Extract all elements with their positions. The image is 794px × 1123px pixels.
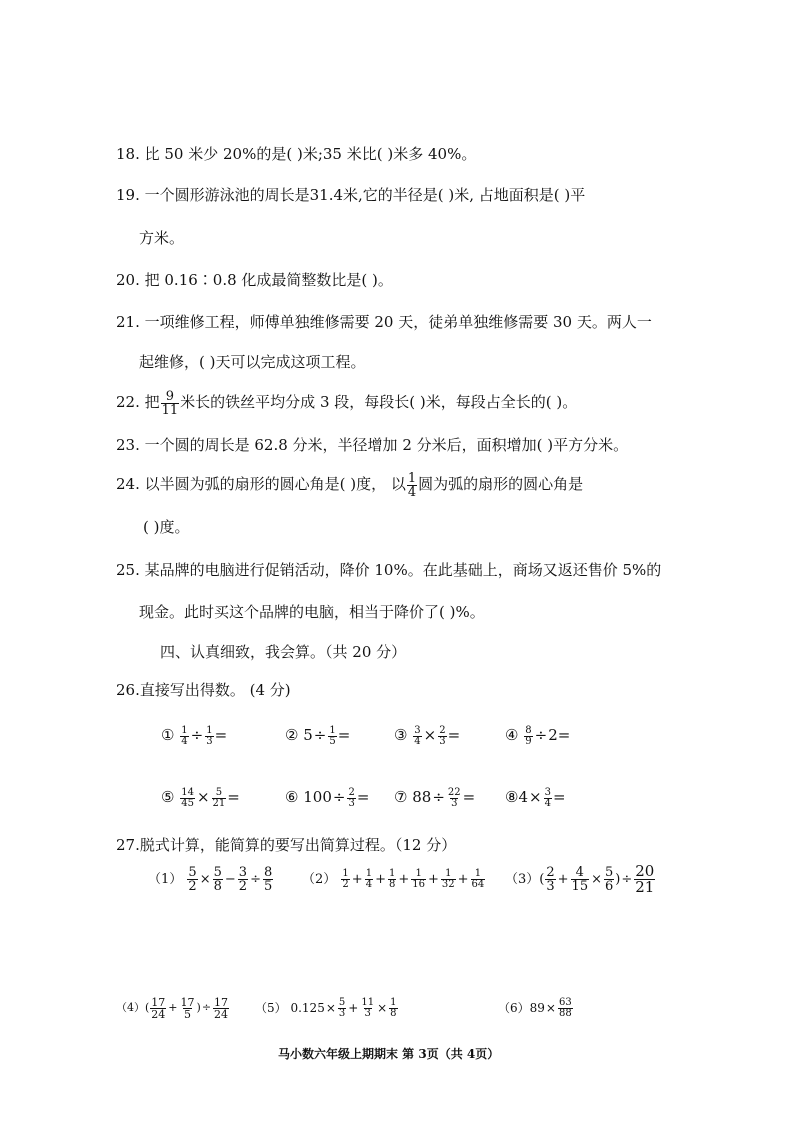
page-footer: 马小数六年级上期期末 第 3页（共 4页） bbox=[278, 1047, 500, 1061]
q24-den: 4 bbox=[407, 484, 417, 500]
q27-expr-6: （6）89× $\frac{63}{88}$ bbox=[498, 997, 572, 1019]
fraction: $\frac{5}{3}$ bbox=[338, 997, 346, 1019]
q27-expr-2: （2） $\frac{1}{2}$ + $\frac{1}{4}$ + $\frac{1}{8}$ + $\frac{1}{16}$ + $\frac{1}{32}$ + $\frac{1}{64}$ bbox=[302, 868, 485, 890]
fraction: $\frac{3}{2}$ bbox=[238, 865, 248, 894]
q27-expr-3: （3）( $\frac{2}{3}$ + $\frac{4}{15}$ × $\frac{5}{6}$ )÷ $\frac{20}{21}$ bbox=[505, 862, 655, 896]
expr-label: （1） bbox=[148, 872, 183, 887]
fraction: $\frac{4}{15}$ bbox=[571, 865, 589, 894]
fraction: $\frac{1}{4}$ bbox=[365, 868, 373, 890]
fraction: $\frac{17}{5}$ bbox=[180, 995, 195, 1021]
q26-title: 26.直接写出得数。 (4 分) bbox=[116, 681, 291, 699]
item-label: ③ bbox=[394, 726, 408, 744]
q22 bbox=[116, 384, 577, 420]
fraction: $\frac{1}{3}$ bbox=[206, 724, 213, 747]
q26-item-4: ④ $\frac{8}{9}$ ÷2= bbox=[505, 724, 571, 747]
fraction: $\frac{8}{9}$ bbox=[525, 724, 532, 747]
expr-label: （2） bbox=[302, 872, 337, 887]
q19-line2: 方米。 bbox=[139, 229, 185, 247]
fraction: $\frac{1}{16}$ bbox=[412, 868, 425, 890]
fraction: $\frac{2}{3}$ bbox=[348, 786, 355, 809]
fraction: $\frac{3}{4}$ bbox=[544, 786, 551, 809]
q24-num: 1 bbox=[407, 470, 417, 486]
item-label: ⑤ bbox=[161, 788, 175, 806]
fraction: $\frac{8}{5}$ bbox=[263, 865, 273, 894]
fraction: $\frac{5}{21}$ bbox=[212, 786, 226, 809]
fraction: $\frac{17}{24}$ bbox=[151, 995, 166, 1021]
fraction: $\frac{22}{3}$ bbox=[447, 786, 461, 809]
fraction: $\frac{63}{88}$ bbox=[558, 997, 572, 1019]
q27-title: 27.脱式计算，能简算的要写出简算过程。（12 分） bbox=[116, 836, 457, 854]
fraction: $\frac{1}{5}$ bbox=[329, 724, 336, 747]
q22-prefix: 22. 把 bbox=[116, 393, 160, 411]
item-label: ④ bbox=[505, 726, 519, 744]
fraction: $\frac{5}{2}$ bbox=[188, 865, 197, 894]
q24-line2: ( )度。 bbox=[143, 518, 190, 536]
q22-suffix: 米长的铁丝平均分成 3 段，每段长( )米，每段占全长的( )。 bbox=[180, 393, 578, 411]
q24-fraction bbox=[407, 472, 417, 499]
item-label: ① bbox=[161, 726, 175, 744]
q26-item-7: ⑦ 88÷ $\frac{22}{3}$ = bbox=[394, 786, 476, 809]
q26-item-3: ③ $\frac{3}{4}$ × $\frac{2}{3}$ = bbox=[394, 724, 461, 747]
q26-item-5: ⑤ $\frac{14}{45}$ × $\frac{5}{21}$ = bbox=[161, 786, 240, 809]
q19-line1: 19. 一个圆形游泳池的周长是31.4米,它的半径是( )米, 占地面积是( )平 bbox=[116, 186, 586, 204]
q26-item-2: ② 5÷ $\frac{1}{5}$ = bbox=[285, 724, 351, 747]
q22-num: 9 bbox=[165, 388, 175, 404]
item-label: ② bbox=[285, 726, 299, 744]
fraction: $\frac{17}{24}$ bbox=[214, 995, 229, 1021]
q21-line1: 21. 一项维修工程，师傅单独维修需要 20 天，徒弟单独维修需要 30 天。两人一 bbox=[116, 313, 652, 331]
q23: 23. 一个圆的周长是 62.8 分米，半径增加 2 分米后，面积增加( )平方分米。 bbox=[116, 436, 629, 454]
q27-expr-4: （4）( $\frac{17}{24}$ + $\frac{17}{5}$ )÷ $\frac{17}{24}$ bbox=[116, 995, 229, 1021]
expr-label: （4） bbox=[116, 1001, 145, 1014]
q26-item-1: ① $\frac{1}{4}$ ÷ $\frac{1}{3}$ = bbox=[161, 724, 228, 747]
fraction: $\frac{1}{8}$ bbox=[390, 997, 397, 1019]
item-label: ⑦ bbox=[394, 788, 408, 806]
q25-line2: 现金。此时买这个品牌的电脑，相当于降价了( )%。 bbox=[139, 603, 485, 621]
fraction: $\frac{1}{32}$ bbox=[441, 868, 455, 890]
fraction: $\frac{1}{2}$ bbox=[342, 868, 349, 890]
item-label: ⑧ bbox=[505, 788, 519, 806]
q22-fraction bbox=[161, 390, 180, 417]
fraction: $\frac{2}{3}$ bbox=[439, 724, 446, 747]
q24-prefix: 24. 以半圆为弧的扇形的圆心角是( )度， 以 bbox=[116, 475, 406, 493]
q24 bbox=[116, 466, 583, 502]
q18: 18. 比 50 米少 20%的是( )米;35 米比( )米多 40%。 bbox=[116, 145, 477, 163]
expr-label: （3） bbox=[505, 872, 540, 887]
q21-line2: 起维修，( )天可以完成这项工程。 bbox=[139, 353, 366, 371]
fraction: $\frac{2}{3}$ bbox=[546, 865, 555, 894]
section4-heading: 四、认真细致，我会算。（共 20 分） bbox=[160, 643, 407, 661]
q25-line1: 25. 某品牌的电脑进行促销活动，降价 10%。在此基础上，商场又返还售价 5%的 bbox=[116, 561, 662, 579]
fraction: $\frac{3}{4}$ bbox=[414, 724, 421, 747]
fraction: $\frac{5}{8}$ bbox=[213, 865, 222, 894]
fraction: $\frac{20}{21}$ bbox=[635, 862, 655, 896]
expr-label: （5） bbox=[255, 1001, 287, 1015]
q22-den: 11 bbox=[161, 402, 179, 418]
q27-expr-5: （5） 0.125× $\frac{5}{3}$ + $\frac{11}{3}$ × $\frac{1}{8}$ bbox=[255, 997, 397, 1019]
q24-suffix: 圆为弧的扇形的圆心角是 bbox=[418, 475, 584, 493]
fraction: $\frac{1}{8}$ bbox=[388, 868, 396, 890]
fraction: $\frac{11}{3}$ bbox=[361, 997, 375, 1019]
q20: 20. 把 0.16∶0.8 化成最简整数比是( )。 bbox=[116, 271, 393, 289]
q27-expr-1: （1） $\frac{5}{2}$ × $\frac{5}{8}$ − $\frac{3}{2}$ ÷ $\frac{8}{5}$ bbox=[148, 865, 273, 894]
fraction: $\frac{1}{64}$ bbox=[471, 868, 485, 890]
expr-label: （6） bbox=[498, 1001, 530, 1015]
fraction: $\frac{1}{4}$ bbox=[181, 724, 188, 747]
item-label: ⑥ bbox=[285, 788, 299, 806]
fraction: $\frac{14}{45}$ bbox=[181, 786, 194, 809]
q26-item-8: ⑧4× $\frac{3}{4}$ = bbox=[505, 786, 566, 809]
fraction: $\frac{5}{6}$ bbox=[605, 865, 614, 894]
q26-item-6: ⑥ 100÷ $\frac{2}{3}$ = bbox=[285, 786, 370, 809]
